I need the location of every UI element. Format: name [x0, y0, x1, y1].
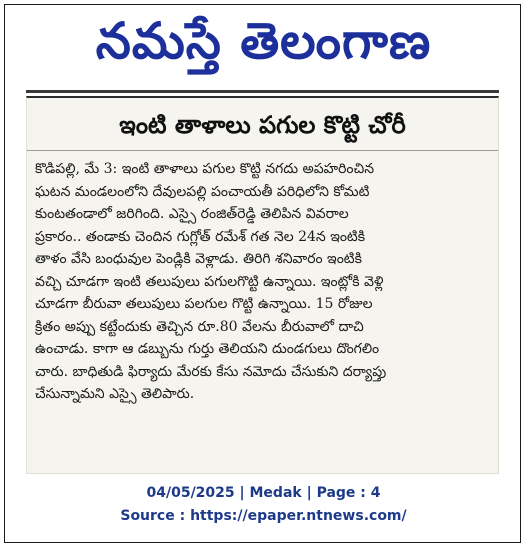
article-line: కుంటతండాలో జరిగింది. ఎస్సై రంజిత్‌రెడ్డి తెలిపిన వివరాల — [35, 206, 349, 222]
article-line: ప్రకారం.. తండాకు చెందిన గుగ్లోత్ రమేశ్ గత నెల 24న ఇంటికి — [35, 228, 366, 245]
news-clipping — [26, 96, 499, 474]
source-link[interactable]: Source : https://epaper.ntnews.com/ — [120, 508, 407, 524]
article-line: ఘటన మండలంలోని దేవులపల్లి పంచాయతీ పరిధిలోని కోమటి — [35, 183, 370, 200]
newspaper-masthead: నమస్తే తెలంగాణ — [95, 12, 432, 70]
article-headline: ఇంటి తాళాలు పగుల కొట్టి చోరీ — [119, 111, 406, 139]
article-body — [35, 158, 491, 406]
article-line: క్రితం అప్పు కట్టేందుకు తెచ్చిన రూ.80 వేలను బీరువాలో దాచి — [35, 318, 364, 335]
article-line: ఉంచాడు. కాగా ఆ డబ్బును గుర్తు తెలియని దుండగులు దొంగలిం — [35, 341, 380, 357]
article-line: చూడగా బీరువా తలుపులు పలగుల గొట్టి ఉన్నాయి. 15 రోజుల — [35, 296, 373, 312]
publication-meta: 04/05/2025 | Medak | Page : 4 — [146, 485, 381, 501]
clipping-top-rule — [26, 90, 499, 93]
article-line: కొడిపల్లి, మే 3: ఇంటి తాళాలు పగుల కొట్టి నగదు అపహరించిన — [35, 161, 375, 177]
article-line: చారు. బాధితుడి ఫిర్యాదు మేరకు కేసు నమోదు చేసుకుని దర్యాప్తు — [35, 363, 387, 380]
article-line: వచ్చి చూడగా ఇంటి తలుపులు పగులగొట్టి ఉన్నాయి. ఇంట్లోకి వెళ్లి — [35, 273, 384, 290]
article-line: చేసున్నామని ఎస్సై తెలిపారు. — [35, 386, 195, 402]
article-line: తాళం వేసి బంధువుల పెండ్లికి వెళ్లాడు. తిరిగి శనివారం ఇంటికి — [35, 251, 362, 267]
headline-divider — [27, 150, 498, 151]
